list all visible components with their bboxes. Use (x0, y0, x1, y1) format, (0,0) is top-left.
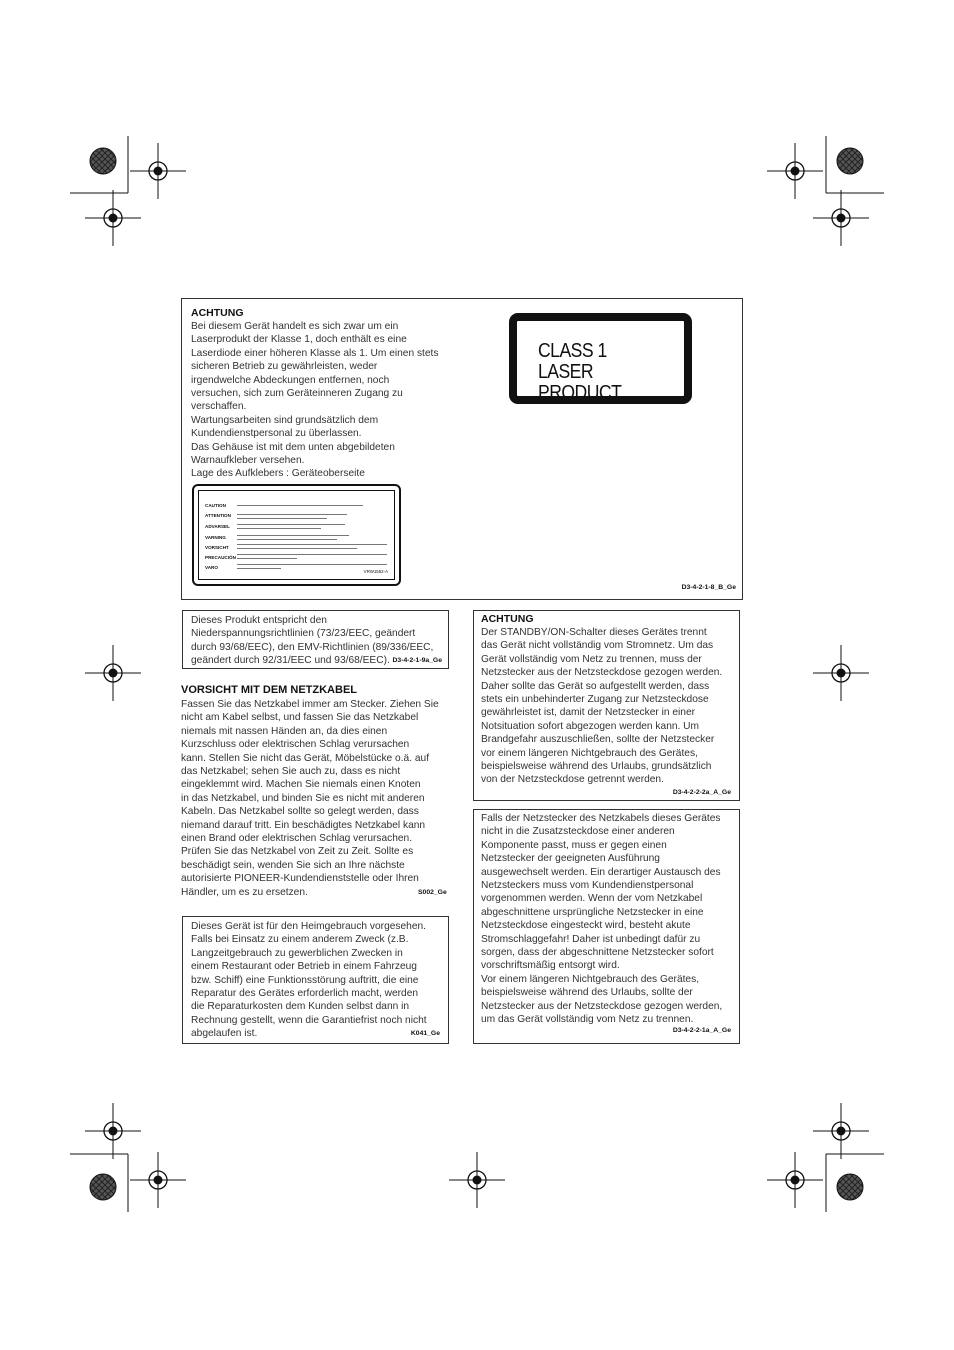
color-star-target (90, 148, 116, 174)
standby-notice-code: D3-4-2-2-2a_A_Ge (672, 789, 731, 796)
warning-row: ATTENTION (205, 513, 231, 518)
home-use-box (182, 916, 449, 1044)
home-use-body: Dieses Gerät ist für den Heimgebrauch vorgesehen. Falls bei Einsatz zu einem anderem Zweck (z.B. Langzeitgebrauch zu gewerblichen Zwecken in einem Restaurant oder Betrieb in einem Fahrzeug bzw. Schiff) eine Funktionsstörung auftritt, die eine Reparatur des Gerätes erforderlich macht, werden die Reparaturkosten dem Kunden selbst dann in Rechnung gestellt, wenn die Garantiefrist noch nicht abgelaufen ist. (191, 921, 427, 1040)
power-cord-code: S002_Ge (418, 889, 447, 896)
lv-directive-box (182, 610, 449, 669)
warning-row: VORSICHT (205, 545, 229, 550)
standby-notice-box (473, 610, 740, 801)
lv-directive-code: D3-4-2-1-9a_Ge (392, 657, 442, 664)
warning-sticker-code: VRW1552-A (363, 569, 388, 574)
laser-label-line1: CLASS 1 (538, 340, 607, 362)
lv-directive-body: Dieses Produkt entspricht den Niederspannungsrichtlinien (73/23/EEC, geändert durch 93/68/EEC), den EMV-Richtlinien (89/336/EEC, geändert durch 92/31/EEC und 93/68/EEC). (191, 615, 434, 667)
warning-sticker-image (192, 484, 401, 586)
laser-label-line2: LASER PRODUCT (538, 361, 622, 404)
standby-notice-body: Der STANDBY/ON-Schalter dieses Gerätes trennt das Gerät nicht vollständig vom Stromnetz. Um das Gerät vollständig vom Netz zu trennen, muss der Netzstecker aus der Netzsteckdose gezogen werden. Daher sollte das Gerät so aufgestellt werden, dass stets ein unbehinderter Zugang zur Netzsteckdose gewährleistet ist, damit der Netzstecker in einer Notsituation sofort abgezogen werden kann. Um Brandgefahr auszuschließen, sollte der Netzstecker vor einem längeren Nichtgebrauch des Gerätes, beispielsweise während des Urlaubs, grundsätzlich von der Netzsteckdose getrennt werden. (481, 627, 723, 786)
laser-notice-code: D3-4-2-1-8_B_Ge (681, 584, 736, 591)
warning-row: VARNING (205, 535, 226, 540)
plug-notice-box (473, 809, 740, 1044)
warning-row: PRECAUCIÓN (205, 555, 236, 560)
home-use-code: K041_Ge (410, 1030, 440, 1037)
warning-row: CAUTION (205, 503, 226, 508)
warning-row: ADVARSEL (205, 524, 230, 529)
power-cord-heading: VORSICHT MIT DEM NETZKABEL (181, 684, 357, 696)
plug-notice-code: D3-4-2-2-1a_A_Ge (672, 1027, 731, 1034)
warning-row: VARO (205, 565, 218, 570)
class1-laser-label (509, 313, 692, 404)
laser-notice-body: Bei diesem Gerät handelt es sich zwar um ein Laserprodukt der Klasse 1, doch enthält es eine Laserdiode einer höheren Klasse als 1. Um einen stets sicheren Betrieb zu gewährleisten, weder irgendwelche Abdeckungen entfernen, noch versuchen, sich zum Geräteinneren Zugang zu verschaffen. Wartungsarbeiten sind grundsätzlich dem Kundendienstpersonal zu überlassen. Das Gehäuse ist mit dem unten abgebildeten Warnaufkleber versehen. Lage des Aufklebers : Geräteoberseite (191, 321, 439, 480)
plug-notice-body: Falls der Netzstecker des Netzkabels dieses Gerätes nicht in die Zusatzsteckdose einer anderen Komponente passt, muss er gegen einen Netzstecker der geeigneten Ausführung ausgewechselt werden. Ein derartiger Austausch des Netzsteckers muss vom Kundendienstpersonal vorgenommen werden. Wenn der vom Netzkabel abgeschnittene ursprüngliche Netzstecker in eine Netzsteckdose eingesteckt wird, besteht akute Stromschlaggefahr! Daher ist unbedingt dafür zu sorgen, dass der abgeschnittene Netzstecker sofort vorschriftsmäßig entsorgt wird. Vor einem längeren Nichtgebrauch des Gerätes, beispielsweise während des Urlaubs, sollte der Netzstecker aus der Netzsteckdose gezogen werden, um das Gerät vollständig vom Netz zu trennen. (481, 813, 723, 1026)
laser-notice-heading: ACHTUNG (191, 307, 244, 319)
power-cord-section (181, 684, 451, 899)
power-cord-body: Fassen Sie das Netzkabel immer am Stecker. Ziehen Sie nicht am Kabel selbst, und fassen Sie das Netzkabel niemals mit nassen Händen an, da dies einen Kurzschluss oder elektrischen Schlag verursachen kann. Stellen Sie nicht das Gerät, Möbelstücke o.ä. auf das Netzkabel; sehen Sie auch zu, dass es nicht eingeklemmt wird. Machen Sie niemals einen Knoten in das Netzkabel, und binden Sie es nicht mit anderen Kabeln. Das Netzkabel sollte so gelegt werden, dass niemand darauf tritt. Ein beschädigtes Netzkabel kann einen Brand oder elektrischen Schlag verursachen. Prüfen Sie das Netzkabel von Zeit zu Zeit. Sollte es beschädigt sein, wenden Sie sich an Ihre nächste autorisierte PIONEER-Kundendienststelle oder Ihren Händler, um es zu ersetzen. (181, 699, 439, 898)
standby-notice-heading: ACHTUNG (481, 613, 534, 625)
